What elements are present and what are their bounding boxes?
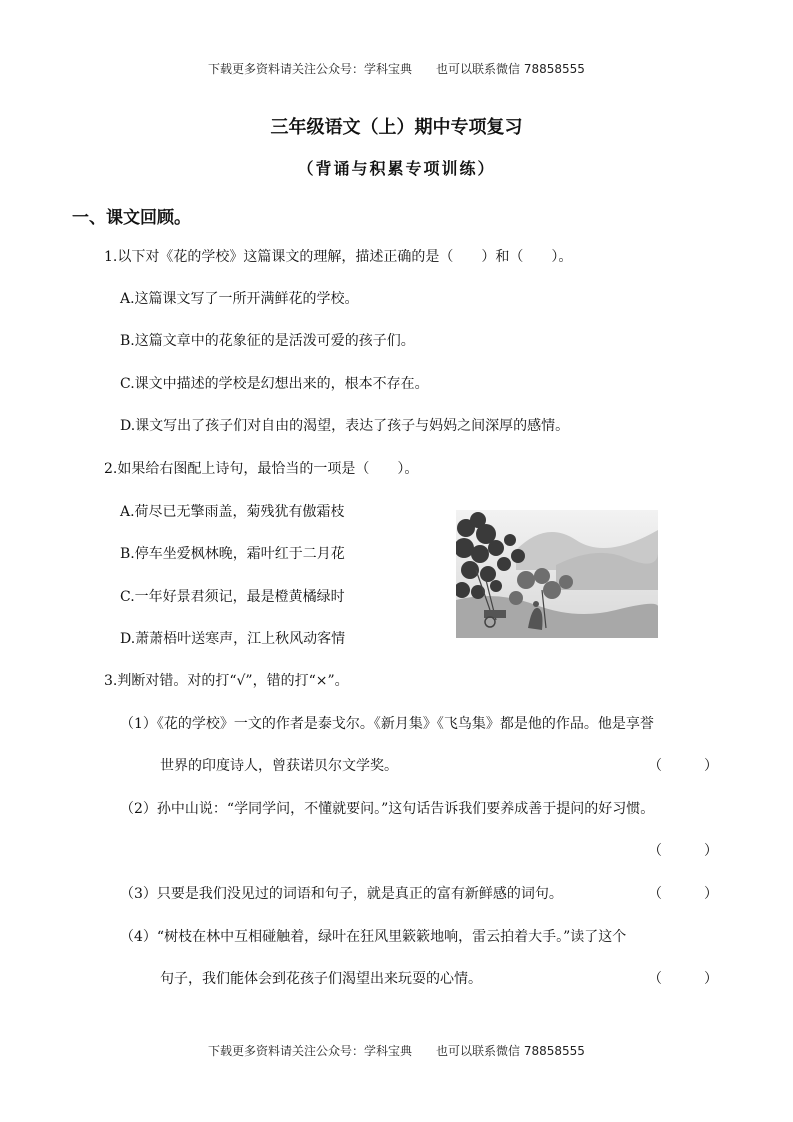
q3-item-4-line2: 句子，我们能体会到花孩子们渴望出来玩耍的心情。 bbox=[160, 971, 482, 987]
q3-item-3-answer-blank[interactable]: （ ） bbox=[648, 886, 718, 902]
q2-option-a: A.荷尽已无擎雨盖，菊残犹有傲霜枝 bbox=[120, 504, 345, 520]
q1-stem: 1.以下对《花的学校》这篇课文的理解，描述正确的是（ ）和（ ）。 bbox=[104, 249, 573, 265]
q2-stem: 2.如果给右图配上诗句，最恰当的一项是（ ）。 bbox=[104, 461, 419, 477]
q2-option-b: B.停车坐爱枫林晚，霜叶红于二月花 bbox=[120, 546, 345, 562]
q3-item-2-line1: （2）孙中山说：“学同学问，不懂就要问。”这句话告诉我们要养成善于提问的好习惯。 bbox=[120, 801, 655, 817]
q3-stem: 3.判断对错。对的打“√”，错的打“×”。 bbox=[104, 673, 349, 689]
section-heading-1: 一、课文回顾。 bbox=[72, 208, 191, 228]
page-subtitle: （背诵与积累专项训练） bbox=[297, 159, 496, 178]
q3-item-4-answer-blank[interactable]: （ ） bbox=[648, 971, 718, 987]
q3-item-2-answer-blank[interactable]: （ ） bbox=[648, 843, 718, 859]
q3-item-3-line1: （3）只要是我们没见过的词语和句子，就是真正的富有新鲜感的词句。 bbox=[120, 886, 563, 902]
q3-item-4-line1: （4）“树枝在林中互相碰触着，绿叶在狂风里簌簌地响，雷云拍着大手。”读了这个 bbox=[120, 929, 627, 945]
q2-option-d: D.萧萧梧叶送寒声，江上秋风动客情 bbox=[120, 631, 346, 647]
q1-option-b: B.这篇文章中的花象征的是活泼可爱的孩子们。 bbox=[120, 333, 415, 349]
q1-option-a: A.这篇课文写了一所开满鲜花的学校。 bbox=[120, 291, 359, 307]
page-title: 三年级语文（上）期中专项复习 bbox=[270, 117, 523, 138]
page-footer: 下载更多资料请关注公众号：学科宝典 也可以联系微信 78858555 bbox=[208, 1044, 585, 1058]
q2-option-c: C.一年好景君须记，最是橙黄橘绿时 bbox=[120, 589, 345, 605]
q3-item-1-line2: 世界的印度诗人，曾获诺贝尔文学奖。 bbox=[160, 758, 398, 774]
q3-item-1-answer-blank[interactable]: （ ） bbox=[648, 758, 718, 774]
q3-item-1-line1: （1）《花的学校》一文的作者是泰戈尔。《新月集》《飞鸟集》都是他的作品。他是享誉 bbox=[120, 716, 654, 732]
q1-option-c: C.课文中描述的学校是幻想出来的，根本不存在。 bbox=[120, 376, 429, 392]
autumn-maple-painting-icon bbox=[456, 510, 658, 638]
q1-option-d: D.课文写出了孩子们对自由的渴望，表达了孩子与妈妈之间深厚的感情。 bbox=[120, 418, 570, 434]
page-header: 下载更多资料请关注公众号：学科宝典 也可以联系微信 78858555 bbox=[208, 62, 585, 76]
